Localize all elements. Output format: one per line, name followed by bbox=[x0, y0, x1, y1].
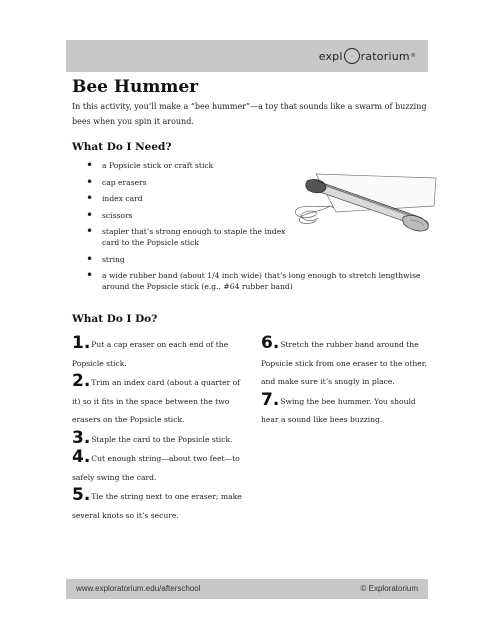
bullet-icon: • bbox=[86, 174, 94, 189]
footer-copyright: © Exploratorium bbox=[360, 584, 418, 593]
bullet-icon: • bbox=[86, 207, 94, 222]
step-item: 5.Tie the string next to one eraser; make several knots so it’s secure. bbox=[72, 485, 242, 520]
cap-eraser-icon bbox=[403, 216, 429, 231]
bullet-icon: • bbox=[86, 251, 94, 266]
list-item: • a wide rubber band (about 1/4 inch wide) that’s long enough to stretch lengthwise around the Popsicle stick (e.g., #64 rubber band) bbox=[86, 268, 421, 291]
logo-text-right: ratorium bbox=[360, 49, 410, 63]
bullet-icon: • bbox=[86, 158, 94, 172]
footer-bar bbox=[66, 579, 428, 599]
logo-text-left: expl bbox=[318, 49, 343, 63]
bullet-icon: • bbox=[86, 191, 94, 205]
list-item: • index card bbox=[86, 191, 143, 205]
list-item: • a Popsicle stick or craft stick bbox=[86, 158, 214, 172]
steps-column-left bbox=[72, 333, 247, 526]
list-item: • stapler that’s strong enough to staple the index card to the Popsicle stick bbox=[86, 224, 286, 247]
logo-trademark: ® bbox=[410, 53, 416, 59]
what-do-i-need-heading: What Do I Need? bbox=[72, 141, 172, 153]
step-item: 1.Put a cap eraser on each end of the Popsicle stick. bbox=[72, 333, 229, 368]
header-bar bbox=[66, 40, 428, 72]
list-item: • string bbox=[86, 251, 125, 266]
footer-url: www.exploratorium.edu/afterschool bbox=[76, 584, 201, 593]
steps-column-right bbox=[261, 333, 431, 431]
step-item: 2.Trim an index card (about a quarter of it) so it fits in the space between the two erasers on the Popsicle stick. bbox=[72, 371, 241, 424]
step-item: 3.Staple the card to the Popsicle stick. bbox=[72, 427, 233, 448]
logo-ring-icon bbox=[344, 48, 360, 64]
exploratorium-logo bbox=[319, 48, 416, 64]
intro-paragraph: In this activity, you’ll make a “bee hummer”—a toy that sounds like a swarm of buzzing bees when you spin it around. bbox=[72, 102, 427, 126]
bee-hummer-illustration bbox=[286, 168, 438, 248]
step-item: 4.Cut enough string—about two feet—to safely swing the card. bbox=[72, 447, 240, 482]
bullet-icon: • bbox=[86, 224, 94, 238]
bullet-icon: • bbox=[86, 268, 94, 282]
list-item: • scissors bbox=[86, 207, 133, 222]
step-item: 7.Swing the bee hummer. You should hear a sound like bees buzzing. bbox=[261, 389, 416, 424]
list-item: • cap erasers bbox=[86, 174, 147, 189]
step-item: 6.Stretch the rubber band around the Popsicle stick from one eraser to the other, and make sure it’s snugly in place. bbox=[261, 333, 427, 386]
what-do-i-do-heading: What Do I Do? bbox=[72, 313, 158, 325]
page-title: Bee Hummer bbox=[72, 77, 199, 97]
